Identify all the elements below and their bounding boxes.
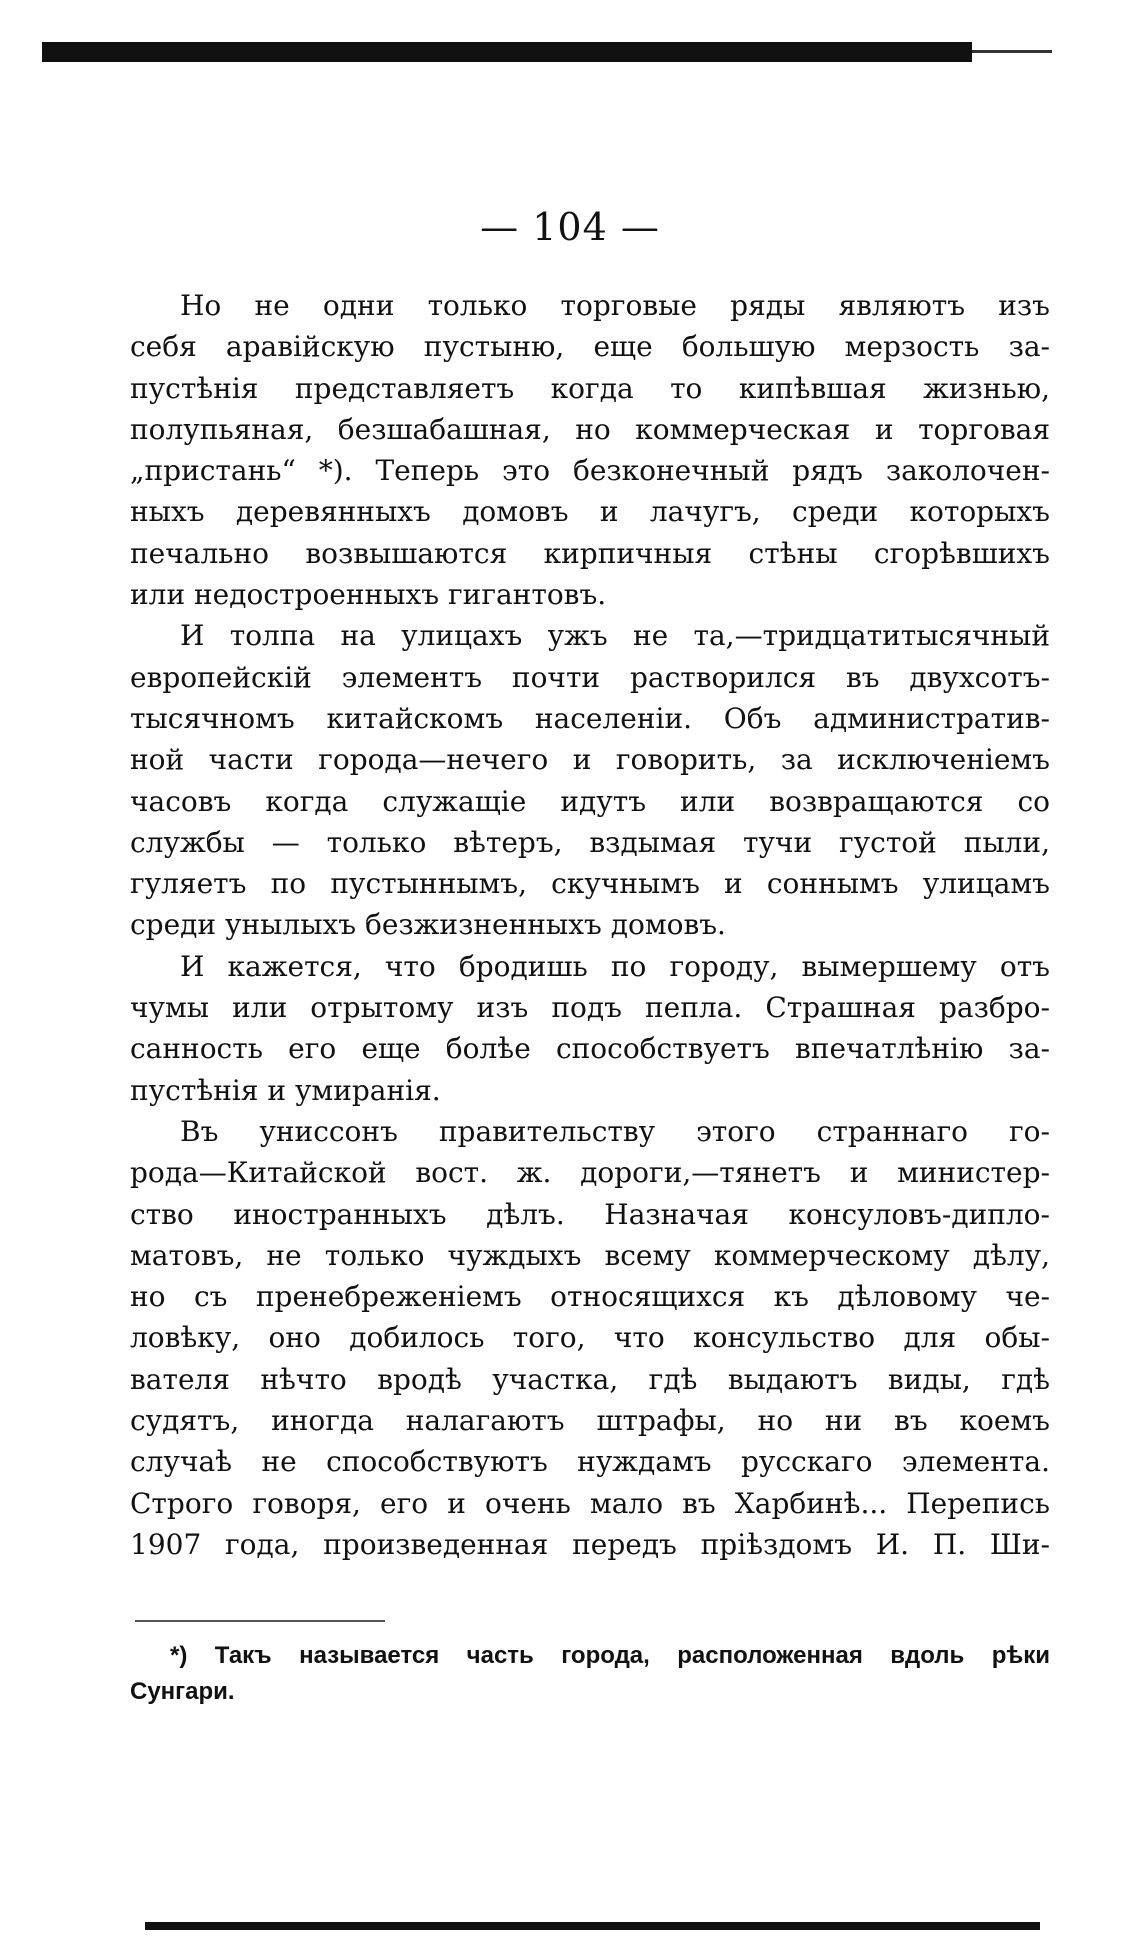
text-line: матовъ, не только чуждыхъ всему коммерческому дѣлу,	[130, 1238, 1050, 1272]
text-line: Но не одни только торговые ряды являютъ изъ	[180, 289, 1050, 322]
text-line: 1907 года, произведенная передъ пріѣздомъ И. П. Ши-	[130, 1527, 1050, 1561]
text-line: или недостроенныхъ гигантовъ.	[130, 578, 607, 612]
top-rule-tail	[972, 50, 1052, 53]
text-line: Строго говоря, его и очень мало въ Харбинѣ... Перепись	[130, 1486, 1050, 1520]
main-text	[130, 285, 1050, 1565]
text-line: И кажется, что бродишь по городу, вымершему отъ	[180, 949, 1050, 983]
bottom-rule	[145, 1922, 1040, 1930]
text-line: службы — только вѣтеръ, вздымая тучи густой пыли,	[130, 825, 1050, 859]
text-line: Въ униссонъ правительству этого страннаго го-	[180, 1114, 1050, 1148]
text-line: санность его еще болѣе способствуетъ впечатлѣнію за-	[130, 1032, 1050, 1066]
text-line: пустѣнія представляетъ когда то кипѣвшая жизнью,	[130, 371, 1050, 405]
footnote-line: *) Такъ называется часть города, расположенная вдоль рѣки	[170, 1642, 1050, 1669]
text-line: судятъ, иногда налагаютъ штрафы, но ни въ коемъ	[130, 1404, 1050, 1438]
top-rule	[42, 42, 972, 62]
footnote-line: Сунгари.	[130, 1678, 235, 1705]
text-line: „пристань“ *). Теперь это безконечный рядъ заколочен-	[130, 454, 1050, 488]
text-line: европейскій элементъ почти растворился въ двухсотъ-	[130, 660, 1050, 694]
text-line: рода—Китайской вост. ж. дороги,—тянетъ и министер-	[130, 1156, 1050, 1190]
text-line: ной части города—нечего и говорить, за исключеніемъ	[130, 743, 1050, 777]
text-line: пустѣнія и умиранія.	[130, 1073, 441, 1107]
page-number: — 104 —	[480, 205, 660, 249]
text-line: И толпа на улицахъ ужъ не та,—тридцатитысячный	[180, 619, 1050, 653]
paragraph	[130, 946, 1050, 1111]
text-line: себя аравійскую пустыню, еще большую мерзость за-	[130, 330, 1050, 364]
text-line: вателя нѣчто вродѣ участка, гдѣ выдаютъ виды, гдѣ	[130, 1362, 1050, 1396]
paragraph	[130, 615, 1050, 945]
paragraph	[130, 285, 1050, 615]
text-line: чумы или отрытому изъ подъ пепла. Страшная разбро-	[130, 991, 1050, 1025]
text-line: случаѣ не способствуютъ нуждамъ русскаго элемента.	[130, 1445, 1050, 1479]
paragraph	[130, 1111, 1050, 1565]
text-line: но съ пренебреженіемъ относящихся къ дѣловому че-	[130, 1280, 1050, 1314]
text-line: полупьяная, безшабашная, но коммерческая и торговая	[130, 412, 1050, 446]
text-line: гуляетъ по пустыннымъ, скучнымъ и соннымъ улицамъ	[130, 867, 1050, 901]
text-line: среди унылыхъ безжизненныхъ домовъ.	[130, 908, 726, 942]
text-line: часовъ когда служащіе идутъ или возвращаются со	[130, 784, 1050, 818]
text-line: печально возвышаются кирпичныя стѣны сгорѣвшихъ	[130, 536, 1050, 570]
footnote	[130, 1638, 1050, 1710]
text-line: ныхъ деревянныхъ домовъ и лачугъ, среди которыхъ	[130, 495, 1050, 529]
text-line: ство иностранныхъ дѣлъ. Назначая консуловъ-дипло-	[130, 1197, 1050, 1231]
text-line: ловѣку, оно добилось того, что консульство для обы-	[130, 1321, 1050, 1355]
footnote-divider	[135, 1620, 385, 1622]
text-line: тысячномъ китайскомъ населеніи. Объ административ-	[130, 701, 1050, 735]
